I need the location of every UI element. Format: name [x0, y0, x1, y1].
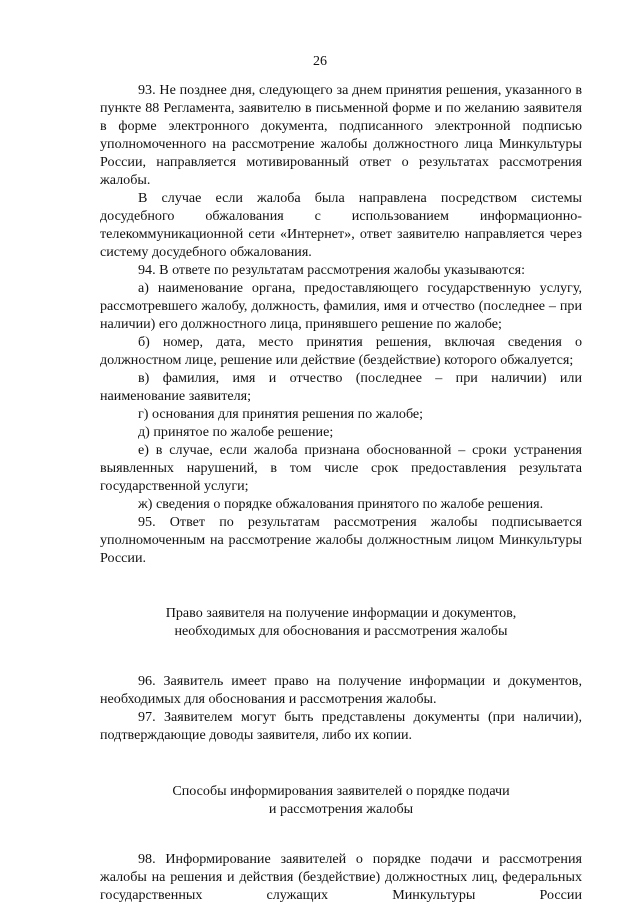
paragraph-97: 97. Заявителем могут быть представлены документы (при наличии), подтверждающие доводы заявителя, либо их копии. [100, 709, 582, 743]
section-heading-informing-line1: Способы информирования заявителей о порядке подачи [172, 783, 510, 799]
section-heading-informing-line2: и рассмотрения жалобы [268, 801, 414, 817]
paragraph-94-g: г) основания для принятия решения по жалобе; [138, 406, 424, 422]
paragraph-96: 96. Заявитель имеет право на получение информации и документов, необходимых для обоснования и рассмотрения жалобы. [100, 673, 582, 707]
paragraph-94-v: в) фамилия, имя и отчество (последнее – при наличии) или наименование заявителя; [100, 370, 582, 404]
paragraph-94: 94. В ответе по результатам рассмотрения жалобы указываются: [138, 262, 526, 278]
paragraph-95: 95. Ответ по результатам рассмотрения жалобы подписывается уполномоченным на рассмотрение жалобы должностным лицом Минкультуры России. [100, 514, 582, 566]
paragraph-94-e: е) в случае, если жалоба признана обоснованной – сроки устранения выявленных нарушений, в том числе срок предоставления результата государственной услуги; [100, 442, 582, 494]
section-spacer [100, 567, 582, 604]
section-spacer [100, 744, 582, 782]
paragraph-93-internet: В случае если жалоба была направлена посредством системы досудебного обжалования с использованием информационно-телекоммуникационной сети «Интернет», ответ заявителю направляется через систему досудебного обжалования. [100, 190, 582, 260]
paragraph-94-a: а) наименование органа, предоставляющего государственную услугу, рассмотревшего жалобу, должность, фамилия, имя и отчество (последнее – при наличии) его должностного лица, принявшего решение по жалобе; [100, 280, 582, 332]
section-heading-informing [100, 782, 582, 818]
page-number: 26 [313, 54, 327, 69]
paragraph-94-zh: ж) сведения о порядке обжалования принятого по жалобе решения. [138, 496, 544, 512]
paragraph-94-b: б) номер, дата, место принятия решения, включая сведения о должностном лице, решение или действие (бездействие) которого обжалуется; [100, 334, 582, 368]
paragraph-94-d: д) принятое по жалобе решение; [138, 424, 334, 440]
paragraph-98: 98. Информирование заявителей о порядке подачи и рассмотрения жалобы на решения и действия (бездействие) должностных лиц, федеральных государственных служащих Минкультуры России [100, 851, 582, 903]
paragraph-93: 93. Не позднее дня, следующего за днем принятия решения, указанного в пункте 88 Регламента, заявителю в письменной форме и по желанию заявителя в форме электронного документа, подписанного электронной подписью уполномоченного на рассмотрение жалобы должностного лица Минкультуры России, направляется мотивированный ответ о результатах рассмотрения жалобы. [100, 82, 582, 188]
section-spacer [100, 818, 582, 850]
section-heading-rights-line2: необходимых для обоснования и рассмотрения жалобы [174, 623, 508, 639]
document-body [100, 81, 582, 904]
section-heading-rights [100, 604, 582, 640]
section-spacer [100, 640, 582, 672]
section-heading-rights-line1: Право заявителя на получение информации и документов, [165, 605, 517, 621]
